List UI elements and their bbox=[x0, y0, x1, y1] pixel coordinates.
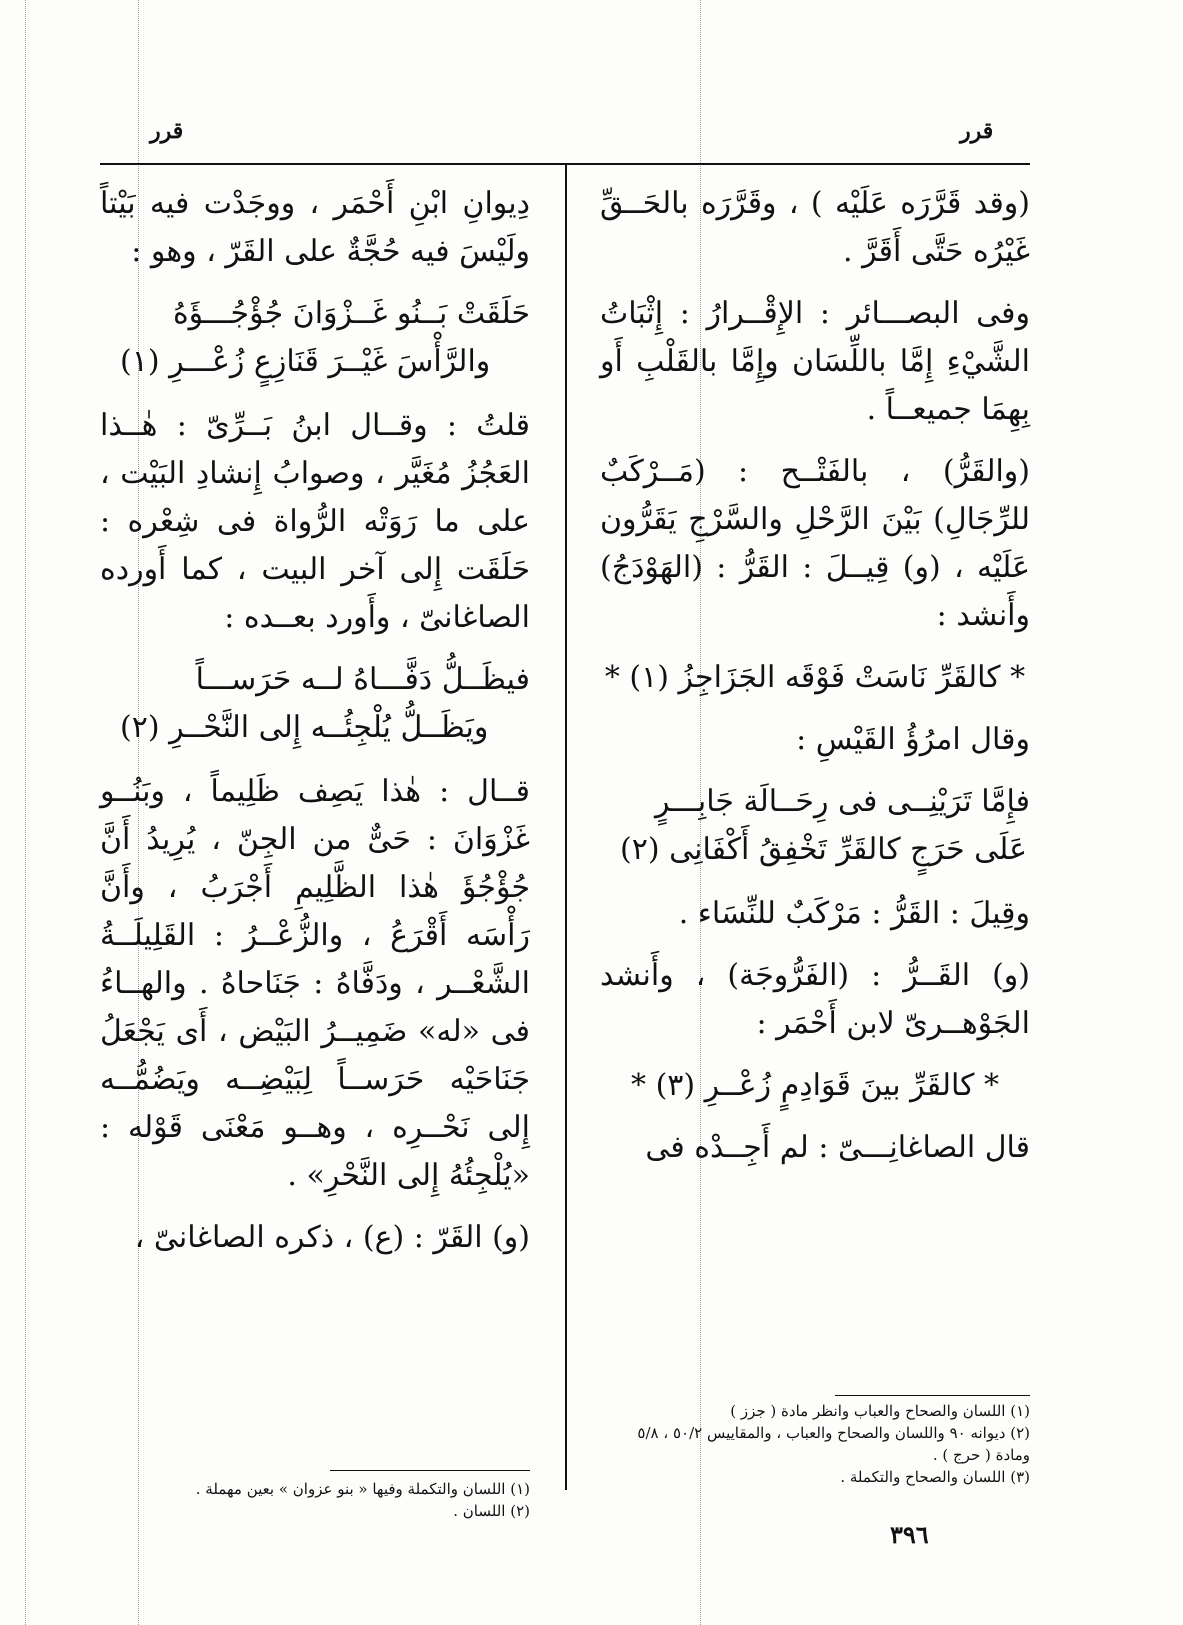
paragraph: (و) القَــرُّ : (الفَرُّوجَة) ، وأَنشد الجَوْهــرىّ لابن أَحْمَر : bbox=[600, 958, 1030, 1041]
footnote-rule bbox=[330, 1470, 530, 1471]
left-column bbox=[100, 180, 530, 1276]
paragraph: وقال امرُؤُ القَيْسِ : bbox=[796, 722, 1030, 757]
right-column bbox=[600, 180, 1030, 1186]
verse-line: * كالقَرِّ بينَ قَوَادِمٍ زُعْــرِ (٣) * bbox=[631, 1068, 999, 1103]
footnote: (٢) ديوانه ٩٠ واللسان والصحاح والعباب ، والمقاييس ٥٠/٢ ، ٥/٨ ومادة ( حرج ) . bbox=[637, 1424, 1030, 1464]
page-number: ٣٩٦ bbox=[890, 1520, 929, 1549]
poem-hemistich: فإِمَّا تَرَيْنِــى فى رِحَــالَة جَابِـــرٍ bbox=[655, 784, 1030, 819]
paragraph: (و) القَرّ : (ع) ، ذكره الصاغانىّ ، bbox=[134, 1220, 530, 1255]
footnote: (١) اللسان والتكملة وفيها « بنو عزوان » بعين مهملة . bbox=[195, 1480, 530, 1498]
paragraph: (وقد قَرَّرَه عَلَيْه ) ، وقَرَّرَه بالحَــقِّ غَيْرُه حَتَّى أَقَرَّ . bbox=[600, 186, 1030, 269]
paragraph: وفى البصـــائر : الإِقْــرارُ : إِثْبَاتُ الشَّيْءِ إِمَّا باللِّسَان وإِمَّا بالقَلْبِ أَو بِهِمَا جميعــاً . bbox=[600, 296, 1030, 427]
footnote: (٢) اللسان . bbox=[453, 1502, 530, 1520]
poem bbox=[100, 290, 530, 386]
paragraph: وقِيلَ : القَرُّ : مَرْكَبٌ للنِّسَاء . bbox=[678, 896, 1030, 931]
paragraph: (والقَرُّ) ، بالفَتْــح : (مَــرْكَبٌ للرِّجَالِ) بَيْنَ الرَّحْلِ والسَّرْجِ يَقَرُّون عَلَيْه ، (و) قِيــلَ : القَرُّ : (الهَوْدَجُ) وأَنشد : bbox=[600, 454, 1030, 633]
poem-hemistich: عَلَى حَرَجٍ كالقَرِّ تَخْفِقُ أَكْفَانِى (٢) bbox=[620, 832, 1028, 867]
poem bbox=[100, 656, 530, 752]
poem-hemistich: والرَّأْسَ غَيْــرَ قَنَازِعٍ زُعْـــرِ (١) bbox=[120, 344, 491, 379]
footnotes-right bbox=[600, 1400, 1030, 1488]
poem-hemistich: حَلَقَتْ بَــنُو غَــزْوَانَ جُؤْجُـــؤَهُ bbox=[172, 296, 530, 331]
footnote-rule bbox=[835, 1395, 1030, 1396]
poem bbox=[600, 778, 1030, 874]
column-divider bbox=[565, 165, 567, 1490]
poem-hemistich: فيظَــلُّ دَفَّـــاهُ لــه حَرَســـاً bbox=[195, 662, 530, 697]
paragraph: قلتُ : وقــال ابنُ بَــرِّىّ : هٰــذا العَجُزُ مُغَيَّر ، وصوابُ إِنشادِ البَيْت ، على ما رَوَتْه الرُّواة فى شِعْره : حَلَقَت إِلى آخر البيت ، كما أَورده الصاغانىّ ، وأَورد بعــده : bbox=[100, 408, 530, 635]
running-header-left: قرر bbox=[150, 118, 184, 144]
footnote: (١) اللسان والصحاح والعباب وانظر مادة ( جزز ) bbox=[730, 1402, 1030, 1420]
poem-hemistich: ويَظَــلُّ يُلْجِئُــه إِلى النَّحْــرِ (٢) bbox=[120, 710, 489, 745]
footnotes-left bbox=[100, 1478, 530, 1522]
paragraph: قال الصاغانِـــىّ : لم أَجِــدْه فى bbox=[645, 1130, 1030, 1165]
scan-edge-line bbox=[25, 0, 26, 1625]
footnote: (٣) اللسان والصحاح والتكملة . bbox=[840, 1468, 1030, 1486]
paragraph: دِيوانِ ابْنِ أَحْمَر ، ووجَدْت فيه بَيْتاً ولَيْسَ فيه حُجَّةٌ على القَرّ ، وهو : bbox=[100, 186, 530, 269]
verse-line: * كالقَرِّ نَاسَتْ فَوْقَه الجَزَاجِزُ (١) * bbox=[604, 660, 1026, 695]
paragraph: قــال : هٰذا يَصِف ظَلِيماً ، وبَنُــو غَزْوَانَ : حَىٌّ من الجِنّ ، يُرِيدُ أَنَّ جُؤْجُؤَ هٰذا الظَّلِيمِ أَجْرَبُ ، وأَنَّ رَأْسَه أَقْرَعُ ، والزُّعْــرُ : القَلِيلَــةُ الشَّعْــر ، ودَفَّاهُ : جَنَاحاهُ . والهــاءُ فى «له» ضَمِيــرُ البَيْض ، أَى يَجْعَلُ جَنَاحَيْه حَرَســاً لِبَيْضِــه ويَضُمُّــه إِلى نَحْــرِه ، وهــو مَعْنَى قَوْله : «يُلْجِئُهُ إِلى النَّحْرِ» . bbox=[100, 774, 530, 1193]
running-header-right: قرر bbox=[960, 118, 994, 144]
